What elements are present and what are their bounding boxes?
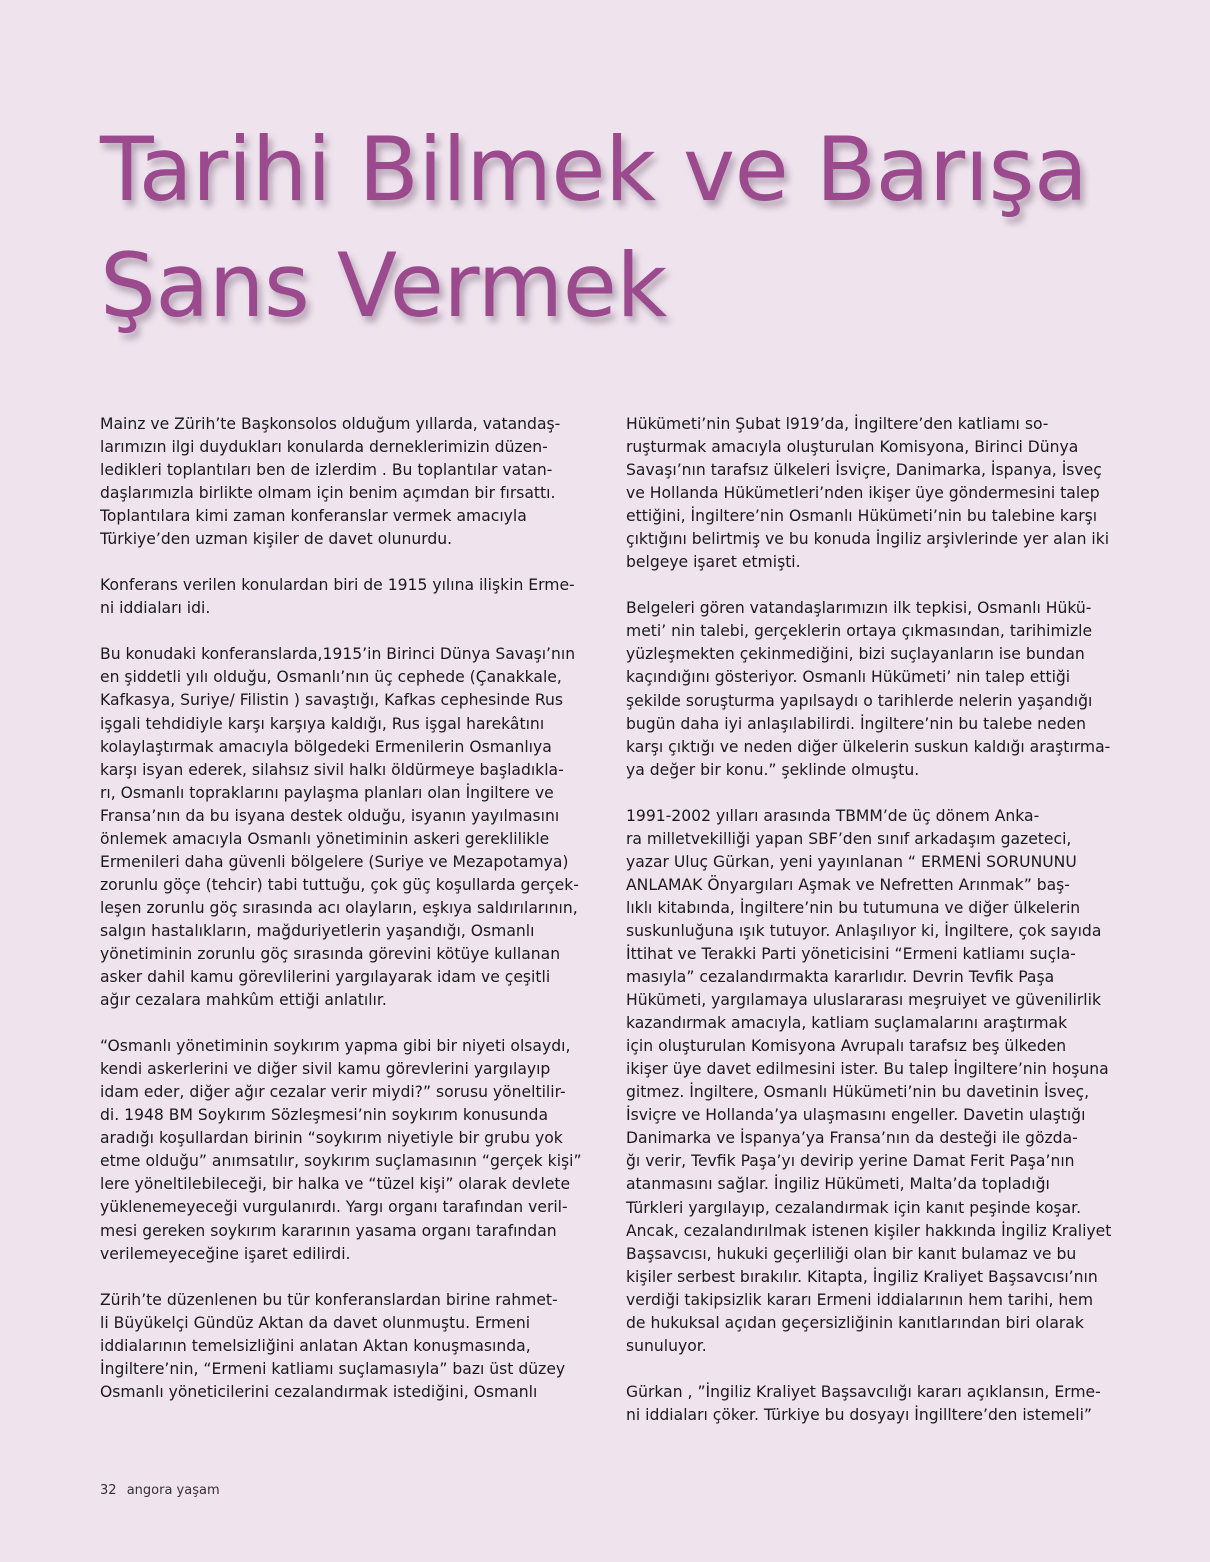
text-line: kendi askerlerini ve diğer sivil kamu görevlerini yargılayıp (100, 1060, 551, 1079)
text-line: ni iddiaları idi. (100, 599, 211, 618)
text-line: ikişer üye davet edilmesini ister. Bu talep İngiltere’nin hoşuna (626, 1060, 1109, 1079)
text-line: Danimarka ve İspanya’ya Fransa’nın da desteği ile gözda- (626, 1129, 1078, 1148)
title-line-1: Tarihi Bilmek ve Barışa (100, 118, 1088, 221)
paragraph (100, 413, 605, 551)
text-line: Osmanlı yöneticilerini cezalandırmak istediğini, Osmanlı (100, 1382, 538, 1401)
paragraph (100, 1035, 605, 1265)
text-line: Gürkan , ”İngiliz Kraliyet Başsavcılığı kararı açıklansın, Erme- (626, 1382, 1101, 1401)
title-line-2: Şans Vermek (100, 234, 667, 337)
text-line: Hükümeti, yargılamaya uluslararası meşruiyet ve güvenilirlik (626, 991, 1101, 1010)
text-line: zorunlu göçe (tehcir) tabi tuttuğu, çok güç koşullarda gerçek- (100, 875, 579, 894)
text-line: Zürih’te düzenlenen bu tür konferanslardan birine rahmet- (100, 1290, 558, 1309)
text-line: önlemek amacıyla Osmanlı yönetiminin askeri gereklilikle (100, 829, 550, 848)
text-line: lere yöneltilebileceği, bir halka ve “tüzel kişi” olarak devlete (100, 1175, 571, 1194)
text-line: daşlarımızla birlikte olmam için benim açımdan bir fırsattı. (100, 484, 556, 503)
magazine-name: angora yaşam (126, 1483, 220, 1498)
text-line: “Osmanlı yönetiminin soykırım yapma gibi bir niyeti olsaydı, (100, 1037, 571, 1056)
article-title (100, 112, 1170, 344)
text-line: Toplantılara kimi zaman konferanslar vermek amacıyla (100, 507, 527, 526)
paragraph (100, 1289, 605, 1404)
text-line: Savaşı’nın tarafsız ülkeleri İsviçre, Danimarka, İspanya, İsveç (626, 461, 1102, 480)
text-line: leşen zorunlu göç sırasında acı olayların, eşkıya saldırılarının, (100, 898, 578, 917)
text-line: atanmasını sağlar. İngiliz Hükümeti, Malta’da topladığı (626, 1175, 1050, 1194)
text-line: kişiler serbest bırakılır. Kitapta, İngiliz Kraliyet Başsavcısı’nın (626, 1267, 1098, 1286)
text-line: yönetiminin zorunlu göç sırasında görevini kötüye kullanan (100, 944, 561, 963)
text-line: salgın hastalıkların, mağduriyetlerin yaşandığı, Osmanlı (100, 921, 535, 940)
text-line: Türkleri yargılayıp, cezalandırmak için kanıt peşinde koşar. (626, 1198, 1082, 1217)
text-line: Ancak, cezalandırılmak istenen kişiler hakkında İngiliz Kraliyet (626, 1221, 1112, 1240)
text-line: İttihat ve Terakki Parti yöneticisini “Ermeni katliamı suçla- (626, 944, 1076, 963)
paragraph (626, 805, 1136, 1358)
text-line: için oluşturulan Komisyona Avrupalı tarafsız beş ülkeden (626, 1037, 1067, 1056)
text-line: mesi gereken soykırım kararının yasama organı tarafından (100, 1221, 557, 1240)
text-line: li Büyükelçi Gündüz Aktan da davet olunmuştu. Ermeni (100, 1313, 531, 1332)
text-line: verdiği takipsizlik kararı Ermeni iddialarının hem tarihi, hem (626, 1290, 1094, 1309)
page-number: 32 (100, 1483, 117, 1498)
text-line: İsviçre ve Hollanda’ya ulaşmasını engeller. Davetin ulaştığı (626, 1106, 1086, 1125)
text-line: şekilde soruşturma yapılsaydı o tarihlerde nelerin yaşandığı (626, 691, 1093, 710)
paragraph (626, 1381, 1136, 1427)
text-line: yüklenemeyeceği vurgulanırdı. Yargı organı tarafından veril- (100, 1198, 568, 1217)
paragraph (100, 574, 605, 620)
text-line: rı, Osmanlı topraklarını paylaşma planları olan İngiltere ve (100, 783, 554, 802)
text-line: Kafkasya, Suriye/ Filistin ) savaştığı, Kafkas cephesinde Rus (100, 691, 564, 710)
text-line: masıyla” cezalandırmakta kararlıdır. Devrin Tevfik Paşa (626, 968, 1055, 987)
text-line: kaçındığını gösteriyor. Osmanlı Hükümeti’ nin talep ettiği (626, 668, 1071, 687)
text-line: sunuluyor. (626, 1336, 707, 1355)
text-line: 1991-2002 yılları arasında TBMM’de üç dönem Anka- (626, 806, 1040, 825)
paragraph (626, 597, 1136, 781)
text-line: en şiddetli yılı olduğu, Osmanlı’nın üç cephede (Çanakkale, (100, 668, 562, 687)
text-line: ra milletvekilliği yapan SBF’den sınıf arkadaşım gazeteci, (626, 829, 1072, 848)
text-line: ledikleri toplantıları ben de izlerdim . Bu toplantılar vatan- (100, 461, 553, 480)
text-line: bugün daha iyi anlaşılabilirdi. İngiltere’nin bu talebe neden (626, 714, 1087, 733)
right-column (626, 413, 1136, 1450)
paragraph (626, 413, 1136, 574)
text-line: ruşturmak amacıyla oluşturulan Komisyona, Birinci Dünya (626, 438, 1079, 457)
text-line: de hukuksal açıdan geçersizliğinin kanıtlarından biri olarak (626, 1313, 1084, 1332)
text-line: asker dahil kamu görevlilerini yargılayarak idam ve çeşitli (100, 968, 551, 987)
text-line: Mainz ve Zürih’te Başkonsolos olduğum yıllarda, vatandaş- (100, 415, 561, 433)
text-line: gitmez. İngiltere, Osmanlı Hükümeti’nin bu davetinin İsveç, (626, 1083, 1090, 1102)
text-line: iddialarının temelsizliğini anlatan Aktan konuşmasında, (100, 1336, 531, 1355)
text-line: di. 1948 BM Soykırım Sözleşmesi’nin soykırım konusunda (100, 1106, 549, 1125)
text-line: Ermenileri daha güvenli bölgelere (Suriye ve Mezapotamya) (100, 852, 569, 871)
text-line: Başsavcısı, hukuki geçerliliği olan bir kanıt bulamaz ve bu (626, 1244, 1077, 1263)
text-line: ağır cezalara mahkûm ettiği anlatılır. (100, 991, 387, 1010)
text-line: meti’ nin talebi, gerçeklerin ortaya çıkmasından, tarihimizle (626, 622, 1093, 641)
text-line: larımızın ilgi duydukları konularda derneklerimizin düzen- (100, 438, 548, 457)
text-line: suskunluğuna ışık tutuyor. Anlaşılıyor ki, İngiltere, çok sayıda (626, 921, 1102, 940)
text-line: yazar Uluç Gürkan, yeni yayınlanan “ ERMENİ SORUNUNU (626, 852, 1077, 871)
text-line: Türkiye’den uzman kişiler de davet olunurdu. (100, 530, 453, 549)
text-line: ve Hollanda Hükümetleri’nden ikişer üye göndermesini talep (626, 484, 1100, 503)
text-line: Hükümeti’nin Şubat l919’da, İngiltere’den katliamı so- (626, 415, 1049, 433)
text-line: belgeye işaret etmişti. (626, 553, 801, 572)
left-column (100, 413, 605, 1427)
paragraph (100, 643, 605, 1012)
text-line: ğı verir, Tevfik Paşa’yı devirip yerine Damat Ferit Paşa’nın (626, 1152, 1075, 1171)
page-footer (100, 1483, 226, 1498)
text-line: lıklı kitabında, İngiltere’nin bu tutumuna ve diğer ülkelerin (626, 898, 1081, 917)
text-line: ettiğini, İngiltere’nin Osmanlı Hükümeti’nin bu talebine karşı (626, 507, 1098, 526)
text-line: kazandırmak amacıyla, katliam suçlamalarını araştırmak (626, 1014, 1068, 1033)
text-line: yüzleşmekten çekinmediğini, bizi suçlayanların ise bundan (626, 645, 1085, 664)
text-line: İngiltere’nin, “Ermeni katliamı suçlamasıyla” bazı üst düzey (100, 1359, 566, 1378)
text-line: Konferans verilen konulardan biri de 1915 yılına ilişkin Erme- (100, 576, 575, 595)
text-line: ya değer bir konu.” şeklinde olmuştu. (626, 760, 920, 779)
text-line: etme olduğu” anımsatılır, soykırım suçlamasının “gerçek kişi” (100, 1152, 582, 1171)
text-line: karşı çıktığı ve neden diğer ülkelerin suskun kaldığı araştırma- (626, 737, 1111, 756)
text-line: işgali tehdidiyle karşı karşıya kaldığı, Rus işgal harekâtını (100, 714, 545, 733)
text-line: ni iddiaları çöker. Türkiye bu dosyayı İngilltere’den istemeli” (626, 1405, 1093, 1424)
text-line: kolaylaştırmak amacıyla bölgedeki Ermenilerin Osmanlıya (100, 737, 552, 756)
text-line: Belgeleri gören vatandaşlarımızın ilk tepkisi, Osmanlı Hükü- (626, 599, 1092, 618)
text-line: ANLAMAK Önyargıları Aşmak ve Nefretten Arınmak” baş- (626, 875, 1070, 894)
text-line: çıktığını belirtmiş ve bu konuda İngiliz arşivlerinde yer alan iki (626, 530, 1110, 549)
text-line: verilemeyeceğine işaret edilirdi. (100, 1244, 351, 1263)
text-line: aradığı koşullardan birinin “soykırım niyetiyle bir grubu yok (100, 1129, 563, 1148)
text-line: karşı isyan ederek, silahsız sivil halkı öldürmeye başladıkla- (100, 760, 564, 779)
text-line: Bu konudaki konferanslarda,1915’in Birinci Dünya Savaşı’nın (100, 645, 576, 664)
text-line: Fransa’nın da bu isyana destek olduğu, isyanın yayılmasını (100, 806, 560, 825)
text-line: idam eder, diğer ağır cezalar verir miydi?” sorusu yöneltilir- (100, 1083, 566, 1102)
